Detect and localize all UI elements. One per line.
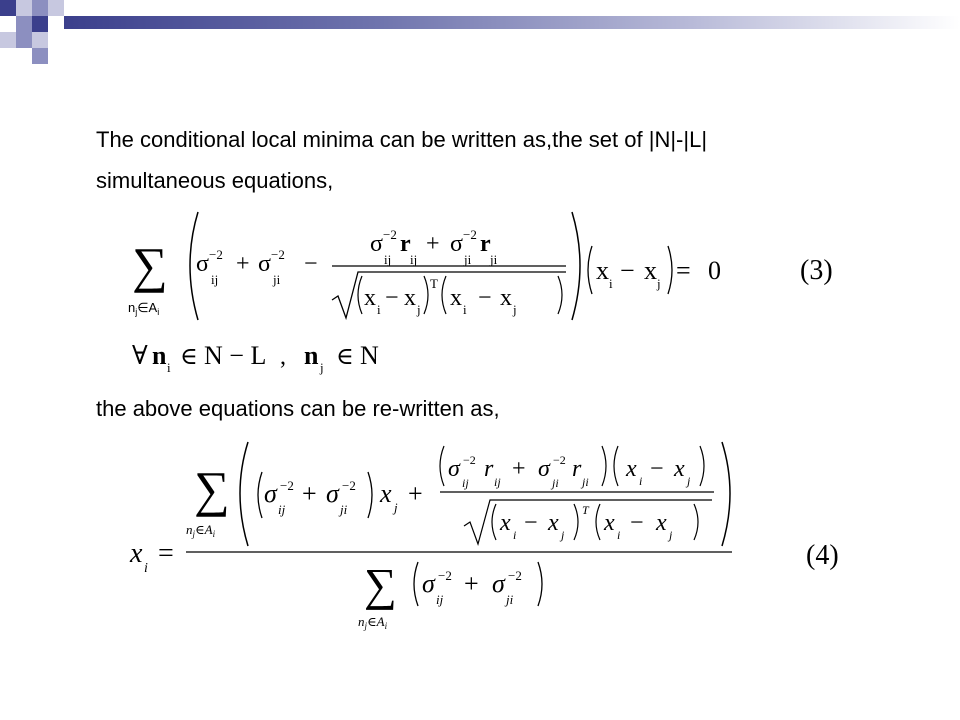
- svg-text:0: 0: [708, 256, 721, 285]
- svg-text:x: x: [380, 479, 392, 508]
- svg-text:N − L: N − L: [204, 341, 267, 370]
- svg-text:N: N: [360, 341, 379, 370]
- svg-text:i: i: [463, 302, 467, 317]
- svg-text:ij: ij: [494, 475, 501, 489]
- svg-text:=: =: [676, 256, 691, 285]
- svg-text:−: −: [478, 285, 492, 311]
- svg-text:−2: −2: [342, 478, 356, 493]
- svg-text:σ: σ: [422, 569, 435, 598]
- svg-text:i: i: [377, 302, 381, 317]
- svg-text:+: +: [236, 251, 250, 277]
- svg-text:j: j: [687, 474, 691, 488]
- svg-text:ji: ji: [506, 592, 514, 607]
- svg-text:r: r: [400, 231, 411, 257]
- svg-text:−2: −2: [553, 453, 566, 467]
- svg-text:σ: σ: [326, 479, 339, 508]
- svg-text:i: i: [513, 528, 517, 542]
- svg-text:−2: −2: [463, 453, 476, 467]
- svg-text:nj∈Ai: $n_j\in A_i$: [358, 614, 388, 631]
- svg-text:i: i: [609, 276, 613, 291]
- svg-text:ji: ji: [490, 252, 498, 267]
- svg-text:x: x: [596, 256, 609, 285]
- equation-4: [129, 442, 839, 631]
- svg-text:∀: ∀: [132, 341, 148, 370]
- svg-text:−: −: [385, 285, 399, 311]
- svg-text:ij: ij: [211, 272, 219, 287]
- svg-text:∈: ∈: [336, 344, 354, 370]
- svg-text:j: j: [394, 500, 398, 515]
- svg-text:∑: ∑: [132, 237, 168, 293]
- svg-text:σ: σ: [258, 251, 271, 277]
- svg-text:∑: ∑: [364, 559, 397, 610]
- svg-text:i: i: [167, 360, 171, 375]
- svg-text:x: x: [626, 456, 637, 482]
- equation-4-label: (4): [806, 540, 839, 571]
- svg-text:x: x: [656, 510, 667, 536]
- equation-3: [128, 212, 833, 375]
- svg-text:ij: ij: [462, 476, 469, 490]
- svg-text:ji: ji: [340, 502, 348, 517]
- svg-text:+: +: [408, 479, 423, 508]
- svg-text:x: x: [450, 285, 462, 311]
- svg-text:−2: −2: [271, 247, 285, 262]
- svg-text:r: r: [484, 456, 494, 482]
- svg-text:−: −: [650, 456, 664, 482]
- svg-text:σ: σ: [450, 231, 463, 257]
- svg-text:σ: σ: [538, 456, 550, 482]
- svg-text:x: x: [548, 510, 559, 536]
- svg-text:x: x: [500, 285, 512, 311]
- svg-text:−2: −2: [463, 227, 477, 242]
- svg-text:x: x: [500, 510, 511, 536]
- svg-text:T: T: [430, 276, 438, 291]
- svg-text:−2: −2: [438, 568, 452, 583]
- svg-text:ij: ij: [436, 592, 444, 607]
- svg-text:x: x: [604, 510, 615, 536]
- svg-text:ji: ji: [464, 252, 472, 267]
- svg-text:∑: ∑: [194, 461, 230, 517]
- svg-text:i: i: [617, 528, 621, 542]
- svg-text:ji: ji: [582, 475, 589, 489]
- svg-text:σ: σ: [370, 231, 383, 257]
- svg-text:∈: ∈: [180, 344, 198, 370]
- svg-text:ji: ji: [273, 272, 281, 287]
- paragraph-1-line-1: The conditional local minima can be written as,the set of |N|-|L|: [96, 127, 708, 152]
- svg-text:+: +: [512, 456, 526, 482]
- svg-text:−: −: [304, 251, 318, 277]
- svg-text:j: j: [657, 276, 661, 291]
- svg-text:j: j: [513, 302, 517, 317]
- svg-text:ij: ij: [410, 252, 418, 267]
- svg-text:nj∈Ai: $n_j\in A_i$: [186, 522, 216, 539]
- svg-text:i: i: [639, 474, 643, 488]
- svg-text:x: x: [674, 456, 685, 482]
- svg-text:x: x: [404, 285, 416, 311]
- svg-text:−2: −2: [209, 247, 223, 262]
- svg-text:nj∈Ai: $n_j\in A_i$: [128, 300, 160, 317]
- svg-text:σ: σ: [196, 251, 209, 277]
- svg-text:j: j: [669, 528, 673, 542]
- svg-text:,: ,: [280, 344, 286, 370]
- svg-text:x: x: [364, 285, 376, 311]
- svg-text:ij: ij: [384, 252, 392, 267]
- svg-text:j: j: [417, 302, 421, 317]
- paragraph-2: the above equations can be re-written as,: [96, 396, 500, 421]
- equation-3-label: (3): [800, 255, 833, 286]
- svg-text:+: +: [426, 231, 440, 257]
- svg-text:x: x: [644, 256, 657, 285]
- svg-text:ji: ji: [552, 476, 559, 490]
- svg-text:j: j: [561, 528, 565, 542]
- svg-text:x: x: [130, 538, 143, 569]
- svg-text:−: −: [630, 510, 644, 536]
- svg-text:T: T: [582, 503, 589, 517]
- svg-text:r: r: [480, 231, 491, 257]
- svg-text:+: +: [302, 479, 317, 508]
- svg-text:σ: σ: [448, 456, 460, 482]
- svg-text:r: r: [572, 456, 582, 482]
- svg-text:=: =: [158, 538, 174, 569]
- svg-text:−2: −2: [508, 568, 522, 583]
- svg-text:ij: ij: [278, 502, 286, 517]
- paragraph-1-line-2: simultaneous equations,: [96, 168, 334, 193]
- svg-text:−: −: [620, 256, 635, 285]
- svg-text:σ: σ: [492, 569, 505, 598]
- svg-text:i: i: [144, 561, 148, 576]
- svg-text:−2: −2: [383, 227, 397, 242]
- svg-text:σ: σ: [264, 479, 277, 508]
- svg-text:n: n: [152, 341, 167, 370]
- svg-text:+: +: [464, 569, 479, 598]
- svg-text:−2: −2: [280, 478, 294, 493]
- svg-text:n: n: [304, 341, 319, 370]
- svg-text:j: j: [320, 360, 324, 375]
- svg-text:−: −: [524, 510, 538, 536]
